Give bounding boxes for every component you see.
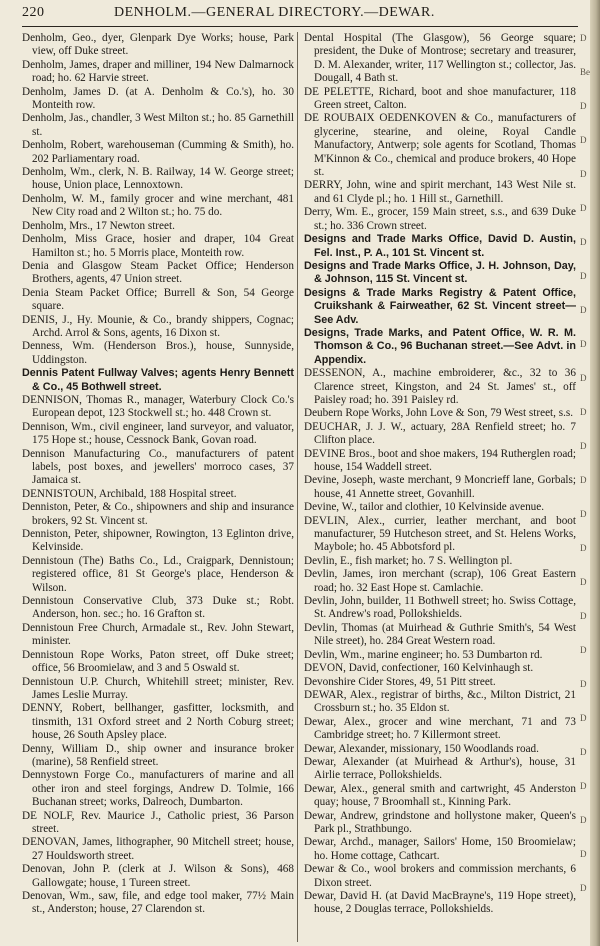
directory-entry: Devlin, E., fish market; ho. 7 S. Wellington pl. bbox=[304, 554, 513, 567]
margin-letter: D bbox=[580, 883, 587, 893]
directory-entry: DENNISON, Thomas R., manager, Waterbury Clock Co.'s European depot, 123 Stockwell st.; ho. 448 Crown st. bbox=[22, 393, 294, 420]
margin-letter: D bbox=[580, 679, 587, 689]
margin-letter: D bbox=[580, 33, 587, 43]
directory-entry: DEVLIN, Alex., currier, leather merchant, and boot manufacturer, 59 Hutcheson street, and St. Helens Works, Maybole; ho. 45 Abbotsford pl. bbox=[304, 514, 576, 554]
directory-entry: Devine, W., tailor and clothier, 10 Kelvinside avenue. bbox=[304, 501, 545, 514]
directory-entry: DESSENON, A., machine embroiderer, &c., 32 to 36 Clarence street, Kingston, and 24 St. James' st., off Paisley road; ho. 391 Paisley rd. bbox=[304, 367, 576, 406]
directory-entry: Devonshire Cider Stores, 49, 51 Pitt street. bbox=[304, 675, 496, 688]
directory-entry: DE PELETTE, Richard, boot and shoe manufacturer, 118 Green street, Calton. bbox=[304, 85, 576, 112]
margin-letter: D bbox=[580, 747, 587, 757]
directory-entry: Denholm, Mrs., 17 Newton street. bbox=[22, 219, 175, 232]
directory-entry: DENNY, Robert, bellhanger, gasfitter, locksmith, and tinsmith, 131 Oxford street and 2 North Coburg street; house, 26 South Apsley place. bbox=[22, 702, 294, 742]
directory-entry: DEUCHAR, J. J. W., actuary, 28A Renfield street; ho. 7 Clifton place. bbox=[304, 420, 576, 447]
directory-entry: Denholm, Wm., clerk, N. B. Railway, 14 W. George street; house, Union place, Lennoxtown. bbox=[22, 166, 294, 192]
directory-entry: DENOVAN, James, lithographer, 90 Mitchell street; house, 27 Houldsworth street. bbox=[22, 836, 294, 862]
directory-entry: Devlin, James, iron merchant (scrap), 106 Great Eastern road; ho. 32 East Hope st. Camlachie. bbox=[304, 568, 576, 594]
directory-entry: Dennistoun (The) Baths Co., Ld., Craigpark, Dennistoun; registered office, 81 St George's place, Henderson & Wilson. bbox=[22, 554, 294, 594]
directory-entry: Denia and Glasgow Steam Packet Office; Henderson Brothers, agents, 47 Union street. bbox=[22, 259, 294, 286]
page-number: 220 bbox=[22, 5, 45, 20]
directory-entry: Denny, William D., ship owner and insurance broker (marine), 58 Renfield street. bbox=[22, 742, 294, 768]
facing-page-margin bbox=[580, 32, 590, 942]
directory-entry: DE ROUBAIX OEDENKOVEN & Co., manufacturers of glycerine, stearine, and oleine, Royal Candle Manufactory, Antwerp; sole agents for Scotland, Thomas M'Kinnon & Co., chemical and produce brokers, 40 Hope st. bbox=[304, 112, 576, 179]
margin-letter: D bbox=[580, 169, 587, 179]
margin-letter: D bbox=[580, 475, 587, 485]
directory-entry: Denholm, Geo., dyer, Glenpark Dye Works; house, Park view, off Duke street. bbox=[22, 32, 294, 58]
directory-entry: Dewar, Alex., general smith and cartwright, 45 Anderston quay; house, 7 Broomhall st., Kinning Park. bbox=[304, 782, 576, 809]
right-column bbox=[304, 32, 576, 942]
directory-entry: Devlin, Thomas (at Muirhead & Guthrie Smith's, 54 West Nile street), ho. 284 Great Western road. bbox=[304, 621, 576, 648]
margin-letter: D bbox=[580, 645, 587, 655]
margin-letter: Be bbox=[580, 67, 590, 77]
directory-entry: Dennistoun Free Church, Armadale st., Rev. John Stewart, minister. bbox=[22, 621, 294, 648]
column-divider bbox=[297, 32, 298, 942]
directory-entry: DEVON, David, confectioner, 160 Kelvinhaugh st. bbox=[304, 662, 534, 675]
directory-entry: Denovan, John P. (clerk at J. Wilson & Sons), 468 Gallowgate; house, 1 Tureen street. bbox=[22, 863, 294, 889]
directory-entry: Denholm, Jas., chandler, 3 West Milton st.; ho. 85 Garnethill st. bbox=[22, 112, 294, 138]
directory-entry: Dewar & Co., wool brokers and commission merchants, 6 Dixon street. bbox=[304, 863, 576, 889]
margin-letter: D bbox=[580, 543, 587, 553]
directory-entry: Denness, Wm. (Henderson Bros.), house, Sunnyside, Uddingston. bbox=[22, 340, 294, 366]
directory-entry: Denholm, W. M., family grocer and wine merchant, 481 New City road and 2 Wilton st.; ho. 75 do. bbox=[22, 192, 294, 219]
directory-entry: Dennison, Wm., civil engineer, land surveyor, and valuator, 175 Hope st.; house, Cessnock Bank, Govan road. bbox=[22, 420, 294, 447]
directory-entry: DERRY, John, wine and spirit merchant, 143 West Nile st. and 61 Clyde pl.; ho. 1 Hill st., Garnethill. bbox=[304, 179, 576, 205]
directory-entry: Dewar, Alexander, missionary, 150 Woodlands road. bbox=[304, 742, 539, 755]
directory-entry: Dennistoun Rope Works, Paton street, off Duke street; office, 56 Broomielaw, and 3 and 5 Oswald st. bbox=[22, 648, 294, 675]
directory-entry: Devine, Joseph, waste merchant, 9 Moncrieff lane, Gorbals; house, 41 Annette street, Govanhill. bbox=[304, 474, 576, 500]
directory-entry: Dewar, Andrew, grindstone and hollystone maker, Queen's Park pl., Strathbungo. bbox=[304, 809, 576, 835]
directory-entry: Denniston, Peter, shipowner, Rowington, 13 Eglinton drive, Kelvinside. bbox=[22, 528, 294, 554]
directory-entry: Designs and Trade Marks Office, J. H. Johnson, Day, & Johnson, 115 St. Vincent st. bbox=[304, 259, 576, 286]
directory-entry: Dewar, Alexander (at Muirhead & Arthur's), house, 31 Airlie terrace, Pollokshields. bbox=[304, 755, 576, 782]
directory-entry: Designs & Trade Marks Registry & Patent Office, Cruikshank & Fairweather, 62 St. Vincent street—See Adv. bbox=[304, 286, 576, 326]
directory-entry: Derry, Wm. E., grocer, 159 Main street, s.s., and 639 Duke st.; ho. 336 Crown street. bbox=[304, 206, 576, 232]
margin-letter: D bbox=[580, 271, 587, 281]
margin-letter: D bbox=[580, 849, 587, 859]
margin-letter: D bbox=[580, 509, 587, 519]
page-header bbox=[22, 3, 588, 25]
margin-letter: D bbox=[580, 441, 587, 451]
margin-letter: D bbox=[580, 407, 587, 417]
directory-entry: Dental Hospital (The Glasgow), 56 George square; president, the Duke of Montrose; secretary and treasurer, D. M. Alexander, writer, 117 Wellington st.; collector, Jas. Dougall, 4 Bath st. bbox=[304, 32, 576, 85]
directory-entry: Devlin, John, builder, 11 Bothwell street; ho. Swiss Cottage, St. Andrew's road, Pollokshields. bbox=[304, 595, 576, 621]
directory-entry: Denniston, Peter, & Co., shipowners and ship and insurance brokers, 92 St. Vincent st. bbox=[22, 501, 294, 527]
margin-letter: D bbox=[580, 135, 587, 145]
margin-letter: D bbox=[580, 781, 587, 791]
directory-entry: Designs, Trade Marks, and Patent Office, W. R. M. Thomson & Co., 96 Buchanan street.—See Advt. in Appendix. bbox=[304, 326, 576, 366]
directory-entry: DENNISTOUN, Archibald, 188 Hospital street. bbox=[22, 487, 237, 500]
directory-entry: DE NOLF, Rev. Maurice J., Catholic priest, 36 Parson street. bbox=[22, 809, 294, 835]
directory-entry: DEVINE Bros., boot and shoe makers, 194 Rutherglen road; house, 154 Waddell street. bbox=[304, 447, 576, 473]
directory-entry: Dennison Manufacturing Co., manufacturers of patent labels, post boxes, and jewellers' morroco cases, 37 Jamaica st. bbox=[22, 447, 294, 487]
directory-entry: Denholm, Robert, warehouseman (Cumming & Smith), ho. 202 Parliamentary road. bbox=[22, 139, 294, 165]
directory-entry: DEWAR, Alex., registrar of births, &c., Milton District, 21 Crossburn st.; ho. 35 Eldon st. bbox=[304, 688, 576, 715]
margin-letter: D bbox=[580, 373, 587, 383]
margin-letter: D bbox=[580, 577, 587, 587]
margin-letter: D bbox=[580, 237, 587, 247]
directory-entry: Dennystown Forge Co., manufacturers of marine and all other iron and steel forgings, Andrew D. Tolmie, 166 Buchanan street; works, Dalreoch, Dumbarton. bbox=[22, 769, 294, 809]
directory-entry: Dennistoun U.P. Church, Whitehill street; minister, Rev. James Leslie Murray. bbox=[22, 675, 294, 701]
directory-entry: Deubern Rope Works, John Love & Son, 79 West street, s.s. bbox=[304, 407, 574, 420]
page-edge bbox=[590, 0, 600, 946]
running-title: DENHOLM.—GENERAL DIRECTORY.—DEWAR. bbox=[114, 5, 435, 20]
directory-entry: Denholm, James, draper and milliner, 194 New Dalmarnock road; ho. 62 Harvie street. bbox=[22, 58, 294, 85]
directory-entry: Designs and Trade Marks Office, David D. Austin, Fel. Inst., P. A., 101 St. Vincent st. bbox=[304, 233, 576, 259]
directory-entry: Denovan, Wm., saw, file, and edge tool maker, 77½ Main st., Anderston; house, 27 Clarendon st. bbox=[22, 890, 294, 916]
directory-entry: Denholm, James D. (at A. Denholm & Co.'s), ho. 30 Monteith row. bbox=[22, 85, 294, 112]
margin-letter: D bbox=[580, 611, 587, 621]
directory-entry: Dewar, Alex., grocer and wine merchant, 71 and 73 Cambridge street; ho. 7 Killermont street. bbox=[304, 715, 576, 742]
directory-entry: Dewar, Archd., manager, Sailors' Home, 150 Broomielaw; ho. Home cottage, Cathcart. bbox=[304, 836, 576, 862]
header-rule bbox=[22, 26, 578, 27]
margin-letter: D bbox=[580, 305, 587, 315]
margin-letter: D bbox=[580, 815, 587, 825]
directory-entry: Dennis Patent Fullway Valves; agents Henry Bennett & Co., 45 Bothwell street. bbox=[22, 367, 294, 393]
directory-entry: Devlin, Wm., marine engineer; ho. 53 Dumbarton rd. bbox=[304, 648, 543, 661]
left-column bbox=[22, 32, 294, 942]
margin-letter: D bbox=[580, 203, 587, 213]
margin-letter: D bbox=[580, 339, 587, 349]
margin-letter: D bbox=[580, 713, 587, 723]
directory-entry: Denholm, Miss Grace, hosier and draper, 104 Great Hamilton st.; ho. 5 Morris place, Monteith row. bbox=[22, 233, 294, 259]
directory-entry: Dewar, David H. (at David MacBrayne's, 119 Hope street), house, 2 Douglas terrace, Pollokshields. bbox=[304, 890, 576, 916]
directory-entry: DENIS, J., Hy. Mounie, & Co., brandy shippers, Cognac; Archd. Arrol & Sons, agents, 16 Dixon st. bbox=[22, 313, 294, 339]
directory-entry: Dennistoun Conservative Club, 373 Duke st.; Robt. Anderson, hon. sec.; ho. 16 Grafton st. bbox=[22, 595, 294, 621]
margin-letter: D bbox=[580, 101, 587, 111]
directory-entry: Denia Steam Packet Office; Burrell & Son, 54 George square. bbox=[22, 286, 294, 313]
